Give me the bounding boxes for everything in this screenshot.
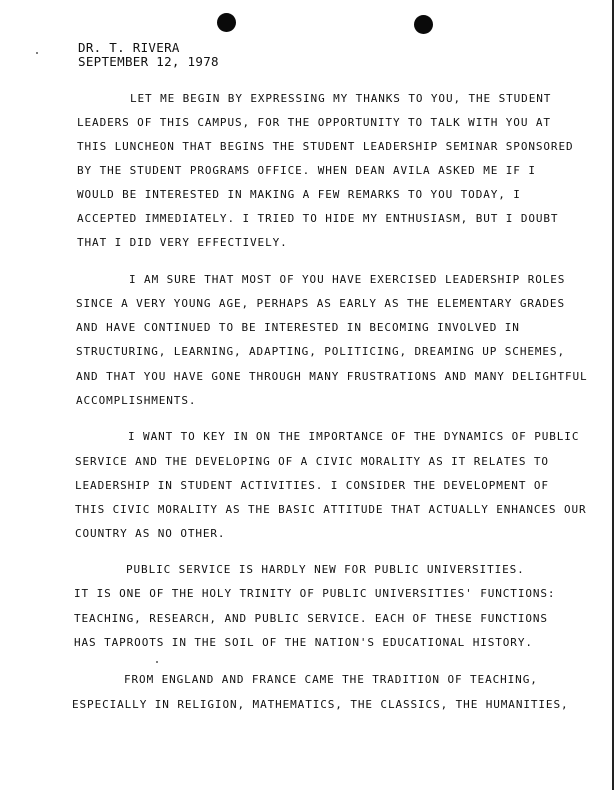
text-line: SERVICE AND THE DEVELOPING OF A CIVIC MORALITY AS IT RELATES TO	[75, 455, 549, 468]
text-line: AND THAT YOU HAVE GONE THROUGH MANY FRUSTRATIONS AND MANY DELIGHTFUL	[76, 370, 588, 383]
text-line: LEADERS OF THIS CAMPUS, FOR THE OPPORTUNITY TO TALK WITH YOU AT	[77, 116, 551, 129]
text-line: AND HAVE CONTINUED TO BE INTERESTED IN BECOMING INVOLVED IN	[76, 321, 520, 334]
text-line: THIS LUNCHEON THAT BEGINS THE STUDENT LEADERSHIP SEMINAR SPONSORED	[77, 140, 574, 153]
scan-speck	[36, 52, 38, 54]
text-line: FROM ENGLAND AND FRANCE CAME THE TRADITION OF TEACHING,	[124, 673, 538, 686]
punch-hole-left	[217, 13, 236, 32]
punch-hole-right	[414, 15, 433, 34]
text-line: LET ME BEGIN BY EXPRESSING MY THANKS TO YOU, THE STUDENT	[130, 92, 552, 105]
text-line: WOULD BE INTERESTED IN MAKING A FEW REMARKS TO YOU TODAY, I	[77, 188, 521, 201]
text-line: COUNTRY AS NO OTHER.	[75, 527, 226, 540]
document-date: SEPTEMBER 12, 1978	[78, 54, 219, 69]
text-line: BY THE STUDENT PROGRAMS OFFICE. WHEN DEAN AVILA ASKED ME IF I	[77, 164, 536, 177]
text-line: SINCE A VERY YOUNG AGE, PERHAPS AS EARLY AS THE ELEMENTARY GRADES	[76, 297, 565, 310]
text-line: STRUCTURING, LEARNING, ADAPTING, POLITICING, DREAMING UP SCHEMES,	[76, 345, 565, 358]
text-line: THAT I DID VERY EFFECTIVELY.	[77, 236, 288, 249]
text-line: I AM SURE THAT MOST OF YOU HAVE EXERCISED LEADERSHIP ROLES	[129, 273, 566, 286]
text-line: I WANT TO KEY IN ON THE IMPORTANCE OF THE DYNAMICS OF PUBLIC	[128, 430, 580, 443]
scan-speck	[156, 661, 158, 663]
text-line: ACCOMPLISHMENTS.	[76, 394, 197, 407]
text-line: HAS TAPROOTS IN THE SOIL OF THE NATION'S EDUCATIONAL HISTORY.	[74, 636, 533, 649]
text-line: TEACHING, RESEARCH, AND PUBLIC SERVICE. EACH OF THESE FUNCTIONS	[74, 612, 548, 625]
text-line: PUBLIC SERVICE IS HARDLY NEW FOR PUBLIC UNIVERSITIES.	[126, 563, 525, 576]
text-line: ESPECIALLY IN RELIGION, MATHEMATICS, THE CLASSICS, THE HUMANITIES,	[72, 698, 569, 711]
text-line: IT IS ONE OF THE HOLY TRINITY OF PUBLIC UNIVERSITIES' FUNCTIONS:	[74, 587, 556, 600]
text-line: ACCEPTED IMMEDIATELY. I TRIED TO HIDE MY ENTHUSIASM, BUT I DOUBT	[77, 212, 559, 225]
text-line: LEADERSHIP IN STUDENT ACTIVITIES. I CONSIDER THE DEVELOPMENT OF	[75, 479, 549, 492]
author-name: DR. T. RIVERA	[78, 40, 180, 55]
text-line: THIS CIVIC MORALITY AS THE BASIC ATTITUDE THAT ACTUALLY ENHANCES OUR	[75, 503, 587, 516]
